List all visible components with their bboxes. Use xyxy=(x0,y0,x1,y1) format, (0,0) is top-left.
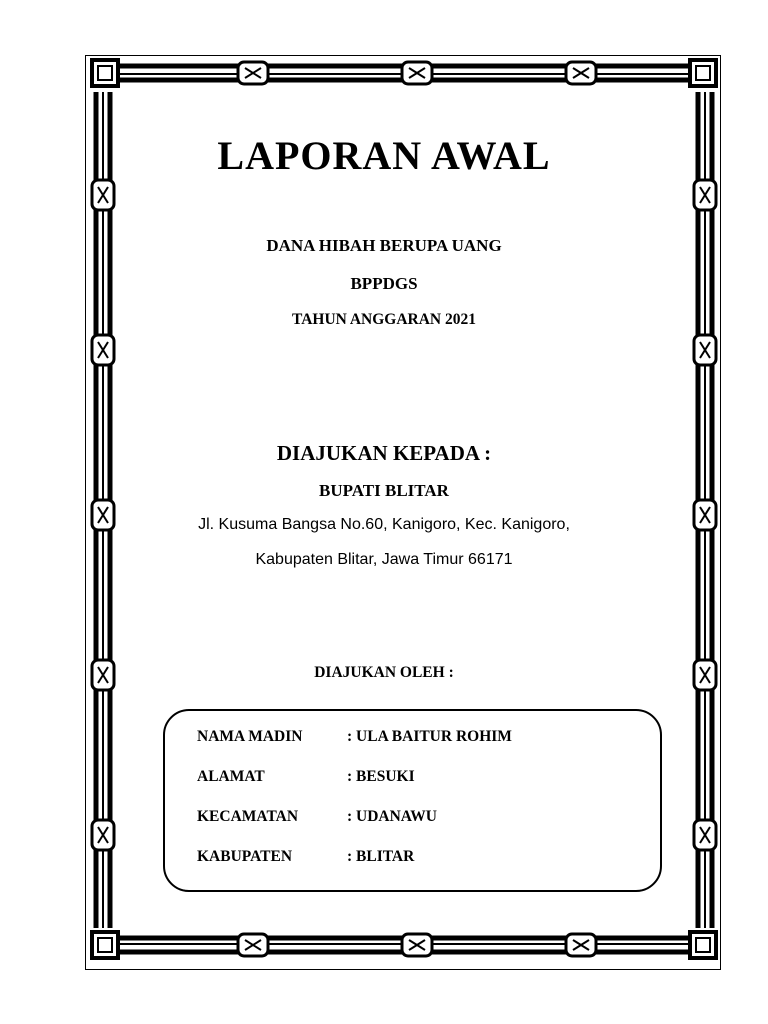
recipient-name: BUPATI BLITAR xyxy=(319,481,449,500)
subtitle-line-3: TAHUN ANGGARAN 2021 xyxy=(292,311,476,328)
recipient-heading: DIAJUKAN KEPADA : xyxy=(276,441,492,465)
field-row-kabupaten xyxy=(197,848,414,866)
field-label: NAMA MADIN xyxy=(197,728,303,745)
field-value: : ULA BAITUR ROHIM xyxy=(347,728,512,745)
field-label: ALAMAT xyxy=(197,768,265,785)
subtitle-line-2: BPPDGS xyxy=(350,274,418,293)
field-value: : UDANAWU xyxy=(347,808,437,825)
field-label: KECAMATAN xyxy=(197,808,299,825)
recipient-address-line-1: Jl. Kusuma Bangsa No.60, Kanigoro, Kec. Kanigoro, xyxy=(198,516,570,533)
field-value: : BESUKI xyxy=(347,768,415,785)
document-title: LAPORAN AWAL xyxy=(217,133,551,178)
field-row-nama-madin xyxy=(197,728,512,746)
field-label: KABUPATEN xyxy=(197,848,293,865)
field-value: : BLITAR xyxy=(347,848,415,865)
recipient-address-line-2: Kabupaten Blitar, Jawa Timur 66171 xyxy=(255,551,513,568)
field-row-kecamatan xyxy=(197,808,437,826)
subtitle-line-1: DANA HIBAH BERUPA UANG xyxy=(266,236,502,255)
submitter-heading: DIAJUKAN OLEH : xyxy=(314,664,454,681)
field-row-alamat xyxy=(197,768,415,786)
